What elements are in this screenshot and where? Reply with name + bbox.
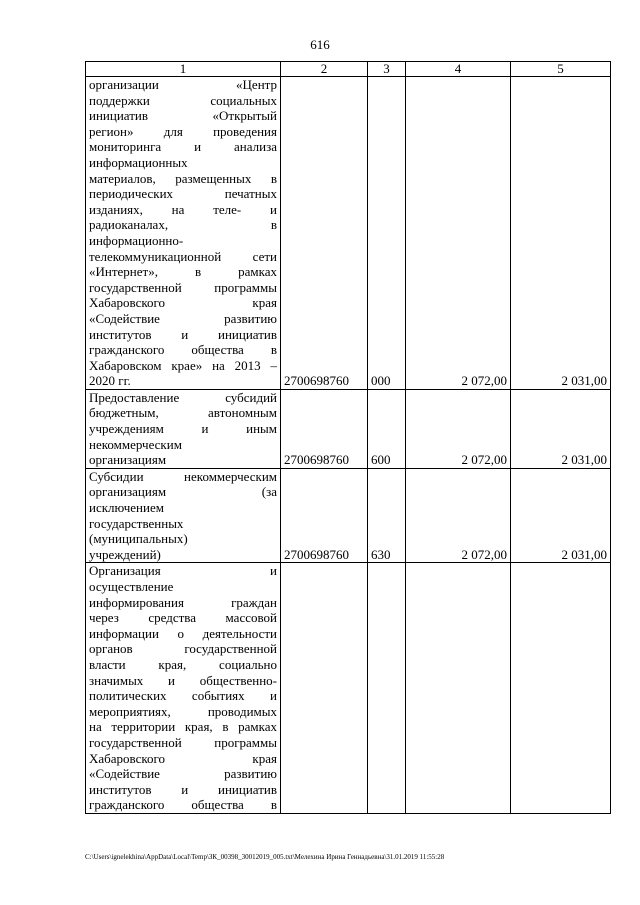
row-name-line: гражданского общества в: [89, 342, 277, 358]
table-row: [86, 77, 611, 390]
row-name-line: изданиях, на теле- и: [89, 201, 277, 217]
amount-col4: 2 072,00: [406, 77, 511, 390]
amount-col4: 2 072,00: [406, 389, 511, 468]
row-name-line: государственных: [89, 515, 184, 531]
row-name-line: органов государственной: [89, 641, 277, 657]
row-name-line: значимых и общественно-: [89, 672, 277, 688]
row-name-line: информационных: [89, 154, 188, 170]
row-name-line: государственной программы: [89, 279, 277, 295]
row-name-line: политических событиях и: [89, 688, 277, 704]
expense-type-code: [368, 563, 406, 814]
column-header: 2: [281, 62, 368, 77]
row-name-cell: [86, 77, 281, 390]
row-name-line: организациям (за: [89, 484, 277, 500]
row-name-line: институтов и инициатив: [89, 326, 277, 342]
row-name-line: учреждений): [89, 546, 161, 562]
expense-type-code: 630: [368, 468, 406, 563]
target-article-code: [281, 563, 368, 814]
row-name-line: «Интернет», в рамках: [89, 264, 277, 280]
row-name-line: периодических печатных: [89, 186, 277, 202]
column-header: 5: [511, 62, 611, 77]
table-header-row: [86, 62, 611, 77]
row-name-line: исключением: [89, 500, 164, 516]
row-name-line: телекоммуникационной сети: [89, 248, 277, 264]
row-name-line: «Содействие развитию: [89, 766, 277, 782]
row-name-line: информирования граждан: [89, 594, 277, 610]
row-name-line: инициатив «Открытый: [89, 108, 277, 124]
row-name-line: 2020 гг.: [89, 373, 131, 389]
amount-col4: 2 072,00: [406, 468, 511, 563]
target-article-code: 2700698760: [281, 77, 368, 390]
expense-type-code: 000: [368, 77, 406, 390]
row-name-line: радиоканалах, в: [89, 217, 277, 233]
amount-col5: [511, 563, 611, 814]
table-row: [86, 563, 611, 814]
column-header: 3: [368, 62, 406, 77]
row-name-line: власти края, социально: [89, 656, 277, 672]
row-name-line: информации о деятельности: [89, 625, 277, 641]
row-name-line: бюджетным, автономным: [89, 405, 277, 421]
row-name-line: государственной программы: [89, 734, 277, 750]
table-row: [86, 468, 611, 563]
row-name-line: Субсидии некоммерческим: [89, 468, 277, 484]
amount-col5: 2 031,00: [511, 77, 611, 390]
row-name-line: регион» для проведения: [89, 123, 277, 139]
row-name-line: организации «Центр: [89, 77, 277, 92]
row-name-cell: [86, 468, 281, 563]
row-name-line: Хабаровского края: [89, 750, 277, 766]
expense-type-code: 600: [368, 389, 406, 468]
table-row: [86, 389, 611, 468]
row-name-line: институтов и инициатив: [89, 781, 277, 797]
row-name-cell: [86, 563, 281, 814]
column-header: 1: [86, 62, 281, 77]
row-name-line: мониторинга и анализа: [89, 139, 277, 155]
row-name-line: Хабаровском крае» на 2013 –: [89, 357, 277, 373]
budget-table: [85, 61, 611, 814]
target-article-code: 2700698760: [281, 468, 368, 563]
target-article-code: 2700698760: [281, 389, 368, 468]
row-name-line: через средства массовой: [89, 610, 277, 626]
row-name-line: Предоставление субсидий: [89, 389, 277, 405]
row-name-line: гражданского общества в: [89, 797, 277, 813]
row-name-line: информационно-: [89, 232, 184, 248]
amount-col5: 2 031,00: [511, 468, 611, 563]
row-name-line: на территории края, в рамках: [89, 719, 277, 735]
row-name-line: «Содействие развитию: [89, 310, 277, 326]
row-name-line: Организация и: [89, 563, 277, 579]
file-path-footer: C:\Users\ignelekhina\AppData\Local\Temp\ЗК_00398_30012019_005.txt\Мелехина Ирина Геннадьевна\31.01.2019 11:55:28: [85, 853, 445, 861]
row-name-line: учреждениям и иным: [89, 421, 277, 437]
page-number: 616: [310, 37, 330, 52]
column-header: 4: [406, 62, 511, 77]
row-name-line: мероприятиях, проводимых: [89, 703, 277, 719]
row-name-line: организациям: [89, 452, 167, 468]
amount-col5: 2 031,00: [511, 389, 611, 468]
row-name-line: (муниципальных): [89, 531, 188, 547]
row-name-line: некоммерческим: [89, 436, 182, 452]
row-name-line: материалов, размещенных в: [89, 170, 277, 186]
amount-col4: [406, 563, 511, 814]
row-name-cell: [86, 389, 281, 468]
row-name-line: Хабаровского края: [89, 295, 277, 311]
row-name-line: поддержки социальных: [89, 92, 277, 108]
row-name-line: осуществление: [89, 579, 174, 594]
